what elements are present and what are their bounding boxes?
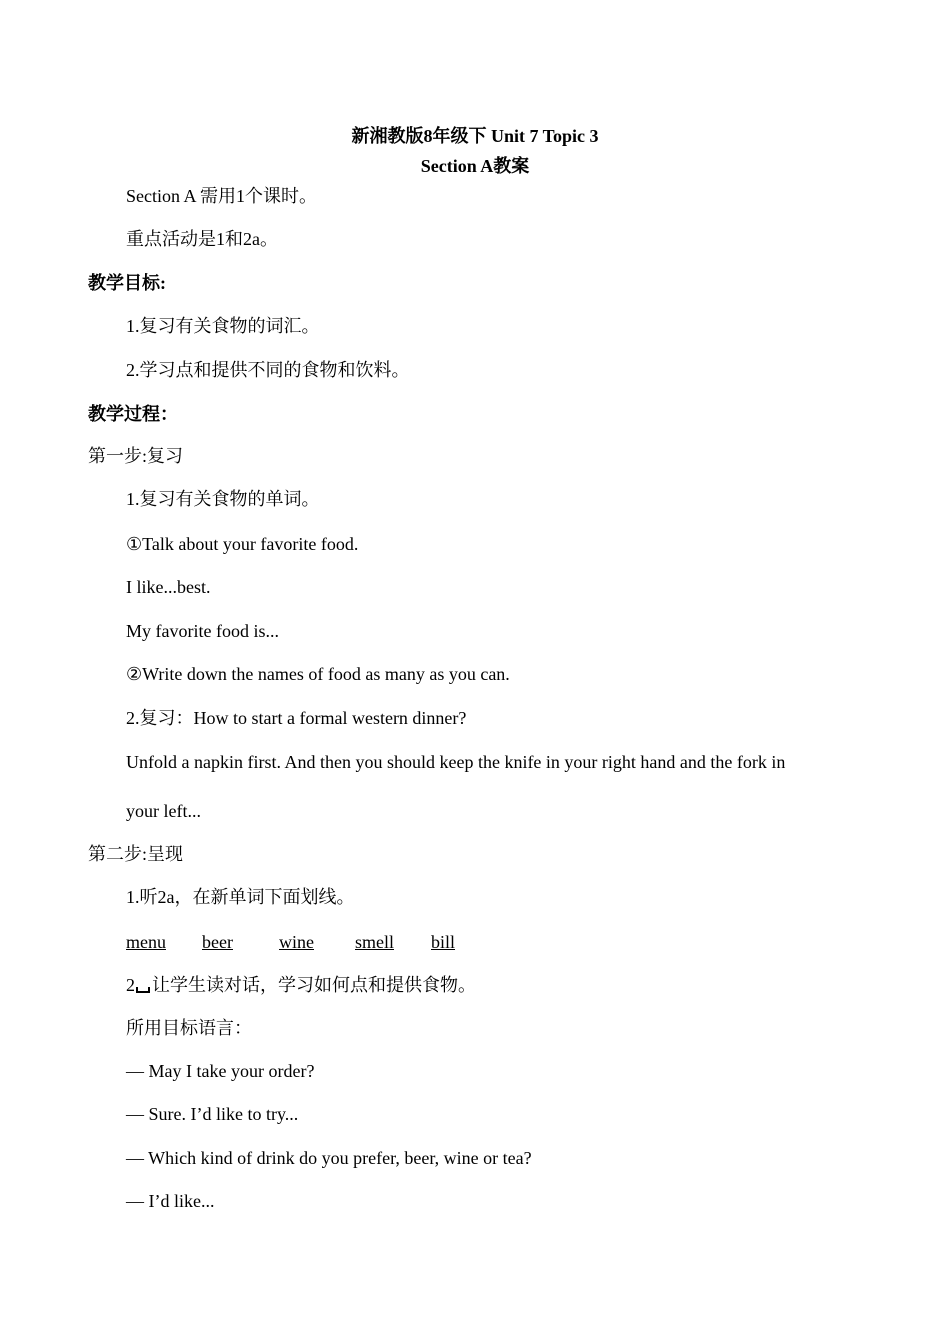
intro-hours: Section A 需用1个课时。 [126, 186, 318, 206]
vocab-word: smell [355, 932, 394, 952]
step2-item2 [126, 974, 476, 996]
step2-heading: 第二步:呈现 [88, 844, 184, 864]
doc-title-line2: Section A教案 [420, 156, 530, 176]
process-heading: 教学过程： [88, 404, 178, 424]
vocab-word: wine [279, 932, 314, 952]
step2-item2-number: 2 [126, 975, 135, 995]
step1-favorite: My favorite food is... [126, 621, 279, 641]
intro-key-activities: 重点活动是1和2a。 [126, 229, 278, 249]
step2-item1: 1.听2a，在新单词下面划线。 [126, 887, 355, 907]
dialogue-line: — Sure. I’d like to try... [126, 1104, 299, 1124]
step1-talk: ①Talk about your favorite food. [126, 534, 359, 554]
step1-like: I like...best. [126, 577, 211, 597]
dialogue-line: — Which kind of drink do you prefer, beer, wine or tea? [126, 1148, 532, 1168]
dialogue-line: — I’d like... [126, 1191, 215, 1211]
objectives-heading: 教学目标: [88, 273, 166, 293]
step2-item2-text: 让学生读对话，学习如何点和提供食物。 [152, 975, 476, 995]
vocab-word: menu [126, 932, 166, 952]
step1-unfold-line2: your left... [126, 801, 201, 821]
objective-item: 2.学习点和提供不同的食物和饮料。 [126, 360, 410, 380]
target-language-label: 所用目标语言： [126, 1018, 252, 1038]
dialogue-line: — May I take your order? [126, 1061, 315, 1081]
step1-unfold-line1: Unfold a napkin first. And then you should keep the knife in your right hand and the fork in [126, 752, 786, 772]
blank-mark-icon [136, 987, 150, 993]
vocab-word: bill [431, 932, 456, 952]
objective-item: 1.复习有关食物的词汇。 [126, 316, 320, 336]
step1-write: ②Write down the names of food as many as you can. [126, 664, 510, 684]
step1-item2: 2.复习：How to start a formal western dinner? [126, 708, 467, 728]
doc-title-line1: 新湘教版8年级下 Unit 7 Topic 3 [351, 126, 599, 146]
step1-item1: 1.复习有关食物的单词。 [126, 489, 320, 509]
step1-heading: 第一步:复习 [88, 446, 184, 466]
vocab-word: beer [202, 932, 233, 952]
